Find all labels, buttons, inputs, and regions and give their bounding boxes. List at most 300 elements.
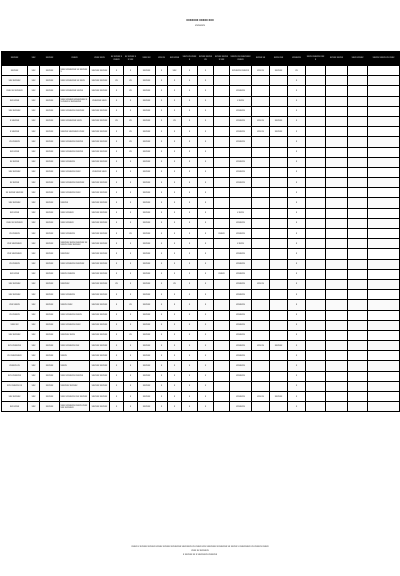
table-cell (214, 259, 230, 269)
table-cell: XXX (28, 116, 40, 126)
table-cell: X (182, 96, 198, 106)
table-cell: X (288, 106, 306, 116)
report-date: XX/XX/XX (195, 25, 205, 27)
table-cell (306, 279, 326, 289)
table-cell: XXXXXX XXXXXX (90, 381, 110, 391)
table-cell: X (156, 361, 168, 371)
table-cell: X (198, 157, 214, 167)
table-cell: XXXXXX (138, 137, 156, 147)
table-cell (306, 300, 326, 310)
table-cell: X (110, 137, 124, 147)
table-row (2, 361, 400, 371)
table-cell: X (198, 279, 214, 289)
table-cell: X (198, 330, 214, 340)
table-cell (252, 167, 270, 177)
table-cell: XXXXXX (138, 147, 156, 157)
table-row (2, 76, 400, 86)
column-header: XXX (28, 52, 40, 66)
table-cell (230, 381, 252, 391)
table-cell (348, 86, 368, 96)
table-cell (326, 259, 348, 269)
table-cell: X (124, 269, 138, 279)
table-cell: X (198, 381, 214, 391)
table-cell (326, 402, 348, 412)
table-cell: XXXXXX (138, 259, 156, 269)
column-header: XXXXX XXXXX (326, 52, 348, 66)
table-cell: XXXXXXX (230, 269, 252, 279)
table-cell (214, 157, 230, 167)
table-cell (306, 351, 326, 361)
table-cell: X (124, 290, 138, 300)
table-cell: XXXXXX (40, 269, 60, 279)
table-cell: X (198, 239, 214, 249)
table-cell: XXXXXX XXXXXX (90, 208, 110, 218)
table-cell: X (198, 300, 214, 310)
table-cell (214, 178, 230, 188)
table-cell: X (156, 381, 168, 391)
table-cell: X (288, 218, 306, 228)
table-cell (368, 310, 400, 320)
table-row (2, 392, 400, 402)
table-cell (306, 361, 326, 371)
table-cell (270, 147, 288, 157)
table-cell (214, 351, 230, 361)
table-cell: X (110, 96, 124, 106)
table-cell: XXX (28, 279, 40, 289)
table-cell: X (124, 320, 138, 330)
table-cell: X (156, 310, 168, 320)
table-cell: X (124, 341, 138, 351)
table-cell: XXXX XXXXXXX XXXXXX (60, 371, 90, 381)
table-cell: XXXXXX (40, 229, 60, 239)
table-cell: XXXXXXX (230, 290, 252, 300)
table-cell (306, 147, 326, 157)
table-cell: XXXXXXX XXXX XXXXXXX XXXXXXX XXXX XXXXXX (60, 239, 90, 249)
table-cell (270, 229, 288, 239)
table-cell: X (124, 239, 138, 249)
table-cell (270, 76, 288, 86)
table-cell: X (182, 76, 198, 86)
table-cell: XXXXX (214, 269, 230, 279)
table-cell: X (168, 208, 182, 218)
table-cell (306, 66, 326, 76)
table-cell: XXXX XXXXXXX (60, 229, 90, 239)
table-cell: X (182, 178, 198, 188)
table-cell: X (110, 66, 124, 76)
table-cell: XXXXXX (138, 300, 156, 310)
table-cell (214, 402, 230, 412)
table-cell: XXXXXXX XXXXXX (230, 66, 252, 76)
table-cell (214, 208, 230, 218)
table-cell: XXXXXX (138, 320, 156, 330)
table-cell: X (124, 96, 138, 106)
table-cell (348, 320, 368, 330)
column-header: XX XXXXX XX XXX (124, 52, 138, 66)
table-cell (214, 86, 230, 96)
table-cell (326, 269, 348, 279)
table-cell: XXXXXX (138, 178, 156, 188)
table-cell (214, 218, 230, 228)
table-cell: XX (110, 116, 124, 126)
table-cell: XXXXXXX (230, 178, 252, 188)
table-cell: XXXXXXX (230, 137, 252, 147)
table-cell: X (182, 371, 198, 381)
table-cell: XXXXXX (138, 208, 156, 218)
table-cell: X (288, 361, 306, 371)
table-cell: XXXXXX (138, 269, 156, 279)
table-cell: XXXX XXXXXXX XXXXXXX (60, 259, 90, 269)
table-cell: XXX XX (252, 392, 270, 402)
table-cell: XXXXXX (138, 371, 156, 381)
table-cell: X (198, 341, 214, 351)
table-cell: XX (124, 300, 138, 310)
table-cell: XXX XX (252, 116, 270, 126)
table-cell: X (182, 392, 198, 402)
table-cell (348, 279, 368, 289)
table-cell (252, 239, 270, 249)
table-cell: XXXXXX (138, 66, 156, 76)
table-row (2, 239, 400, 249)
table-cell: XXX XXXXXX (2, 279, 28, 289)
table-cell: X (156, 198, 168, 208)
column-header: XX XXXXX XXXXXX (110, 52, 124, 66)
table-cell: XXXXXX XXXXXX (90, 86, 110, 96)
table-cell: XX XXXXX (2, 178, 28, 188)
table-cell: X (168, 330, 182, 340)
table-cell (306, 218, 326, 228)
table-cell (230, 147, 252, 157)
table-cell: XXXXXX (138, 229, 156, 239)
table-cell: X (110, 239, 124, 249)
column-header: XXXX XXXXXX XXXX (306, 52, 326, 66)
table-cell (270, 218, 288, 228)
table-cell: X (156, 259, 168, 269)
table-cell: XXXX XXXXXXX XXXX (60, 167, 90, 177)
table-cell: XXXXXXX XXXX (90, 167, 110, 177)
table-cell: X (156, 402, 168, 412)
table-cell: X (110, 381, 124, 391)
table-cell: X (198, 116, 214, 126)
table-cell: XXXXXX (40, 198, 60, 208)
table-cell: XXX (28, 147, 40, 157)
table-cell: XXX (28, 290, 40, 300)
table-cell: XXXXXX (138, 218, 156, 228)
table-cell: X XXXXXX (2, 116, 28, 126)
table-cell (252, 76, 270, 86)
table-cell: X (110, 351, 124, 361)
table-cell: XX XXXXXX (2, 310, 28, 320)
table-cell: XXXX XXXXXXX XXX (60, 341, 90, 351)
table-cell: XXXXXX (138, 402, 156, 412)
table-cell (214, 188, 230, 198)
table-cell: XXXXXX XXXXXX (90, 178, 110, 188)
table-cell (348, 76, 368, 86)
table-cell (326, 381, 348, 391)
table-cell: XXXXXX (40, 239, 60, 249)
table-cell (348, 300, 368, 310)
table-cell (252, 229, 270, 239)
table-cell: X (198, 269, 214, 279)
table-body (2, 66, 400, 412)
table-cell: X (168, 127, 182, 137)
table-cell (306, 229, 326, 239)
table-cell (270, 86, 288, 96)
table-cell (326, 208, 348, 218)
table-cell: X (156, 392, 168, 402)
table-cell: XX (124, 86, 138, 96)
table-cell (306, 157, 326, 167)
table-cell (348, 392, 368, 402)
table-cell (306, 76, 326, 86)
table-cell (368, 249, 400, 259)
table-cell: XXX XX (252, 279, 270, 289)
table-cell: X (110, 290, 124, 300)
table-cell: XXX (28, 96, 40, 106)
table-cell: X (288, 320, 306, 330)
table-cell: XXXXXXX (230, 402, 252, 412)
table-cell: X (198, 66, 214, 76)
table-cell (306, 381, 326, 391)
column-header: XXX XX (156, 52, 168, 66)
table-cell: X (156, 300, 168, 310)
table-cell: X (110, 259, 124, 269)
table-cell: XX (124, 116, 138, 126)
table-cell (348, 218, 368, 228)
table-cell: XXXXXXX (230, 320, 252, 330)
table-cell (270, 198, 288, 208)
table-cell: X (182, 106, 198, 116)
table-cell: X (198, 96, 214, 106)
table-cell: XXX XXXXXX (2, 198, 28, 208)
table-row (2, 402, 400, 412)
table-cell: XXXXXX (40, 402, 60, 412)
table-cell: XXXXXX XXXXXX (90, 310, 110, 320)
table-cell (368, 208, 400, 218)
table-cell: X (110, 392, 124, 402)
table-cell: XXXXXX (40, 86, 60, 96)
table-cell: X (110, 402, 124, 412)
table-cell (306, 371, 326, 381)
table-cell (348, 147, 368, 157)
table-row (2, 269, 400, 279)
table-cell: X (288, 290, 306, 300)
table-cell (368, 106, 400, 116)
table-cell: XXXXXX (40, 96, 60, 106)
table-cell: X (168, 351, 182, 361)
column-header: XXXXX (60, 52, 90, 66)
table-cell: X (182, 239, 198, 249)
table-cell: X (110, 157, 124, 167)
table-cell (368, 269, 400, 279)
table-cell (326, 66, 348, 76)
table-cell (326, 229, 348, 239)
table-cell (326, 279, 348, 289)
table-cell: X (168, 147, 182, 157)
table-cell (368, 341, 400, 351)
table-cell: X (182, 86, 198, 96)
table-cell: X (168, 178, 182, 188)
table-cell: XXXXXX (138, 351, 156, 361)
table-cell: X XXXX (230, 96, 252, 106)
table-cell (252, 208, 270, 218)
table-cell: X (156, 86, 168, 96)
table-cell (214, 249, 230, 259)
table-cell: X (198, 198, 214, 208)
table-cell: XXXXXX XXXXXX (90, 351, 110, 361)
table-cell: XXXXXX (138, 330, 156, 340)
table-cell: X (182, 127, 198, 137)
table-cell: XXXXXX (40, 361, 60, 371)
table-cell: XXXXXX (138, 167, 156, 177)
table-cell: X (198, 218, 214, 228)
table-cell (348, 259, 368, 269)
table-cell: X (182, 218, 198, 228)
table-row (2, 188, 400, 198)
table-cell: X (110, 300, 124, 310)
table-cell: XXX (28, 127, 40, 137)
table-cell: X (156, 330, 168, 340)
table-cell: XXXXXX XXXXXX (90, 341, 110, 351)
table-cell: XXX XXXXXXXX (2, 239, 28, 249)
table-cell: XXX XX (252, 66, 270, 76)
table-cell: XXX (28, 137, 40, 147)
table-cell (270, 239, 288, 249)
table-cell (306, 127, 326, 137)
table-cell (214, 381, 230, 391)
table-cell: XXXX XXXXXXXX XX XXXX (60, 76, 90, 86)
table-cell: XXXXXX (138, 290, 156, 300)
table-row (2, 66, 400, 76)
table-cell (270, 178, 288, 188)
column-header: XXXXXXX (288, 52, 306, 66)
table-cell: X (198, 371, 214, 381)
table-cell: XX (110, 76, 124, 86)
table-cell: X (110, 106, 124, 116)
table-cell: XXX (28, 76, 40, 86)
table-cell (326, 330, 348, 340)
table-cell: XXXXXX XX (2, 361, 28, 371)
table-cell: X (168, 106, 182, 116)
table-cell: XXXXXX (270, 341, 288, 351)
table-cell: XXXXXX (40, 310, 60, 320)
table-cell: XXXXXX (40, 188, 60, 198)
table-cell (326, 178, 348, 188)
table-cell: XX (124, 137, 138, 147)
table-cell (326, 198, 348, 208)
table-cell (368, 178, 400, 188)
table-cell: X (198, 320, 214, 330)
table-cell: X (110, 188, 124, 198)
table-cell: X (288, 229, 306, 239)
table-cell: XXXXXX XXXXXX (90, 392, 110, 402)
table-cell (252, 351, 270, 361)
table-row (2, 341, 400, 351)
table-cell: XXX XXXX (2, 402, 28, 412)
table-cell: XXXXXX XXXXXX (90, 371, 110, 381)
table-cell (348, 96, 368, 106)
table-cell (214, 361, 230, 371)
table-cell (368, 402, 400, 412)
table-cell (368, 351, 400, 361)
table-cell (326, 218, 348, 228)
table-cell (270, 371, 288, 381)
table-cell: XX XXXXX (2, 157, 28, 167)
table-cell: X (288, 402, 306, 412)
table-cell: X (182, 208, 198, 218)
table-cell (306, 259, 326, 269)
table-cell: XXX XXXXXXX (2, 341, 28, 351)
table-cell: XXXXXX XXXXXX (90, 198, 110, 208)
table-cell (270, 167, 288, 177)
table-cell (368, 279, 400, 289)
table-cell (214, 371, 230, 381)
table-cell: X (168, 229, 182, 239)
table-cell (348, 402, 368, 412)
table-cell: X (182, 341, 198, 351)
table-cell (270, 106, 288, 116)
table-cell (306, 310, 326, 320)
table-cell (252, 96, 270, 106)
table-cell (252, 157, 270, 167)
table-cell: XXXXXX (40, 341, 60, 351)
table-cell (306, 208, 326, 218)
table-cell (326, 351, 348, 361)
table-cell: X (182, 300, 198, 310)
table-cell: X (288, 310, 306, 320)
table-cell: X (156, 229, 168, 239)
table-cell: X (168, 259, 182, 269)
table-cell: XXXXXX (138, 310, 156, 320)
table-cell: X (156, 341, 168, 351)
table-cell: XXXXXX (40, 106, 60, 116)
table-cell: XXXXXX (138, 361, 156, 371)
table-cell: X (288, 279, 306, 289)
table-cell: XXXXXXX (60, 279, 90, 289)
table-cell: XXXXXXX (230, 300, 252, 310)
table-cell: XXXXXX (40, 392, 60, 402)
table-cell (326, 361, 348, 371)
table-cell: XXXXXXX (230, 218, 252, 228)
table-cell: X (156, 351, 168, 361)
table-cell: XXX XXXXXX (2, 167, 28, 177)
table-cell: X (124, 310, 138, 320)
table-cell (270, 249, 288, 259)
table-row (2, 167, 400, 177)
table-cell: X (182, 116, 198, 126)
table-cell: X (110, 310, 124, 320)
table-cell: X (168, 320, 182, 330)
column-header: XXXX XXXXX (348, 52, 368, 66)
table-cell (214, 127, 230, 137)
table-cell: XXXXXXX (230, 167, 252, 177)
table-cell: X (182, 330, 198, 340)
table-cell: XXXX XXXXXX XXXXXXXXX XX XXXXX X XXXXXXXX (60, 96, 90, 106)
table-cell (348, 229, 368, 239)
table-cell: XXXXXX (138, 198, 156, 208)
table-cell: X (124, 106, 138, 116)
table-cell (348, 178, 368, 188)
table-cell (348, 137, 368, 147)
table-cell (368, 188, 400, 198)
table-cell (348, 269, 368, 279)
table-cell: X (182, 290, 198, 300)
table-cell: XXXXXX (138, 279, 156, 289)
table-cell (348, 249, 368, 259)
table-cell: XXXX XXXXXXX XXXXXXX (60, 178, 90, 188)
table-cell: XXXXXX (40, 147, 60, 157)
table-cell: X (124, 351, 138, 361)
table-cell (348, 198, 368, 208)
